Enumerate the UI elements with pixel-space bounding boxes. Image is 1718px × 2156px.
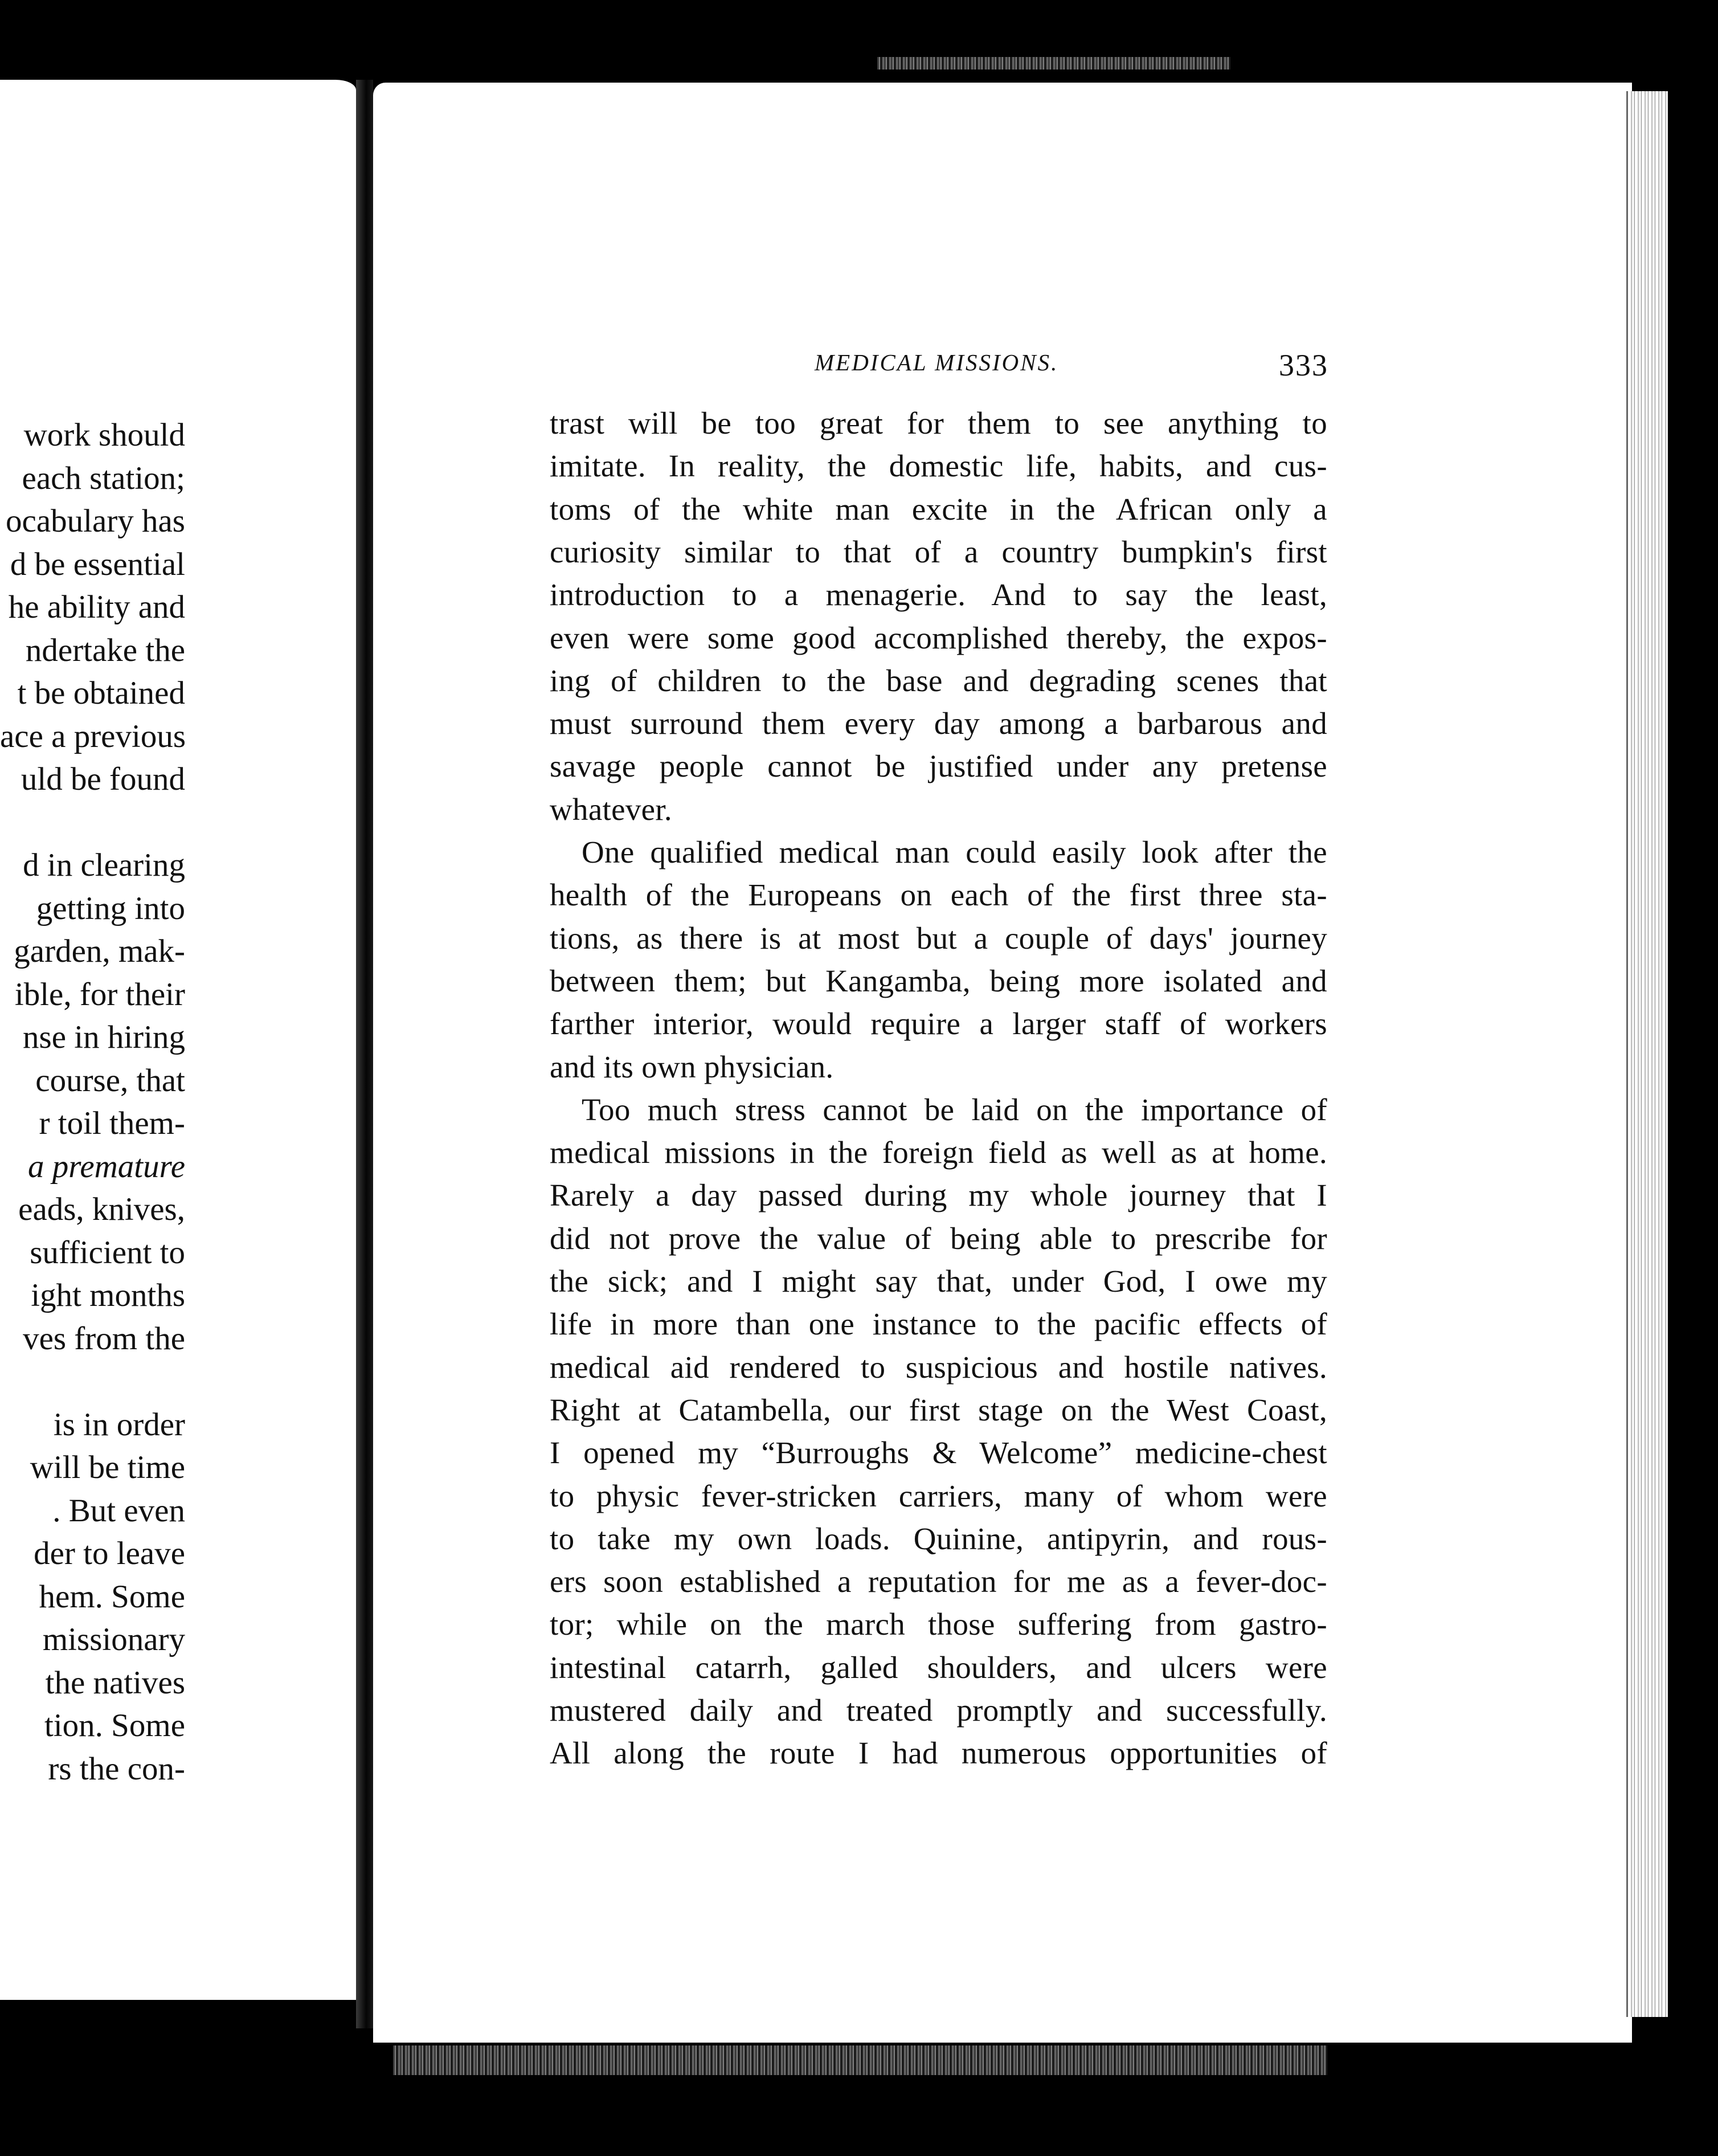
page-stack-edges	[1626, 91, 1668, 2017]
text-line: and its own physician.	[550, 1049, 834, 1084]
left-text-line: will be time	[30, 1449, 185, 1485]
running-head: MEDICAL MISSIONS.	[815, 349, 1059, 375]
text-line: Right at Catambella, our first stage on the West Coast,	[550, 1392, 1327, 1427]
left-text-line: he ability and	[8, 589, 185, 625]
text-line: whatever.	[550, 791, 672, 827]
left-text-line: ight months	[31, 1277, 185, 1313]
text-line: ing of children to the base and degrading scenes that	[550, 663, 1327, 698]
left-text-line: course, that	[35, 1062, 185, 1099]
left-text-line: rs the con-	[48, 1750, 185, 1787]
left-text-line: getting into	[36, 890, 185, 926]
text-line: tions, as there is at most but a couple of days' journey	[550, 920, 1327, 956]
text-line: savage people cannot be justified under any pretense	[550, 749, 1327, 784]
left-text-line: tion. Some	[44, 1708, 185, 1743]
text-line: One qualified medical man could easily look after the	[582, 835, 1327, 869]
left-text-line: each station;	[22, 460, 185, 496]
left-text-line: a premature	[28, 1148, 185, 1185]
left-text-line: ace a previous	[0, 718, 186, 754]
left-text-line: ndertake the	[25, 632, 185, 668]
left-text-line: missionary	[42, 1622, 185, 1657]
text-line: tor; while on the march those suffering from gastro-	[550, 1607, 1327, 1642]
text-line: imitate. In reality, the domestic life, habits, and cus-	[550, 448, 1327, 484]
page-number: 333	[1279, 348, 1328, 382]
left-text-line: r toil them-	[39, 1105, 185, 1141]
text-line: even were some good accomplished thereby, the expos-	[550, 620, 1327, 655]
text-line: must surround them every day among a barbarous and	[550, 706, 1327, 741]
left-text-line: nse in hiring	[23, 1019, 185, 1055]
text-line: Too much stress cannot be laid on the importance of	[582, 1092, 1327, 1127]
text-line: health of the Europeans on each of the first three sta-	[550, 877, 1327, 913]
left-text-line: eads, knives,	[18, 1191, 185, 1227]
text-line: introduction to a menagerie. And to say the least,	[550, 577, 1327, 612]
left-text-line: uld be found	[21, 761, 185, 797]
text-line: Rarely a day passed during my whole journey that I	[550, 1178, 1327, 1213]
text-line: medical missions in the foreign field as well as at home.	[550, 1135, 1327, 1170]
scan-artifact-bottom	[393, 2045, 1327, 2075]
text-line: intestinal catarrh, galled shoulders, and ulcers were	[550, 1649, 1327, 1685]
left-text-line: the natives	[45, 1664, 185, 1701]
left-text-line: der to leave	[34, 1536, 185, 1571]
book-gutter	[356, 80, 373, 2028]
text-line: toms of the white man excite in the African only a	[550, 491, 1327, 526]
left-page	[0, 80, 356, 2000]
left-text-line: . But even	[52, 1492, 185, 1529]
left-text-line: t be obtained	[17, 675, 185, 711]
text-line: to take my own loads. Quinine, antipyrin, and rous-	[550, 1521, 1327, 1556]
text-line: the sick; and I might say that, under God, I owe my	[550, 1264, 1327, 1298]
left-text-line: ocabulary has	[6, 503, 185, 539]
left-text-line: hem. Some	[39, 1578, 185, 1615]
text-line: between them; but Kangamba, being more isolated and	[550, 963, 1327, 998]
text-line: to physic fever-stricken carriers, many of whom were	[550, 1478, 1327, 1513]
scan-artifact-top	[877, 57, 1230, 70]
text-line: All along the route I had numerous opportunities of	[550, 1736, 1327, 1771]
left-text-line: sufficient to	[30, 1234, 185, 1271]
left-text-line: work should	[23, 417, 185, 453]
left-text-line: garden, mak-	[14, 933, 185, 969]
left-text-line: is in order	[53, 1406, 185, 1443]
text-line: ers soon established a reputation for me as a fever-doc-	[550, 1564, 1327, 1599]
left-text-line: d in clearing	[23, 847, 185, 883]
left-text-line: ible, for their	[14, 976, 185, 1012]
left-text-line: d be essential	[10, 546, 185, 582]
text-line: farther interior, would require a larger staff of workers	[550, 1006, 1327, 1042]
text-line: curiosity similar to that of a country bumpkin's first	[550, 534, 1327, 569]
text-line: did not prove the value of being able to prescribe for	[550, 1220, 1327, 1256]
text-line: life in more than one instance to the pacific effects of	[550, 1306, 1327, 1342]
left-text-line: ves from the	[23, 1320, 185, 1357]
text-line: medical aid rendered to suspicious and hostile natives.	[550, 1349, 1327, 1385]
text-line: trast will be too great for them to see anything to	[550, 406, 1327, 440]
text-line: mustered daily and treated promptly and successfully.	[550, 1693, 1327, 1728]
text-line: I opened my “Burroughs & Welcome” medicine-chest	[550, 1435, 1327, 1471]
